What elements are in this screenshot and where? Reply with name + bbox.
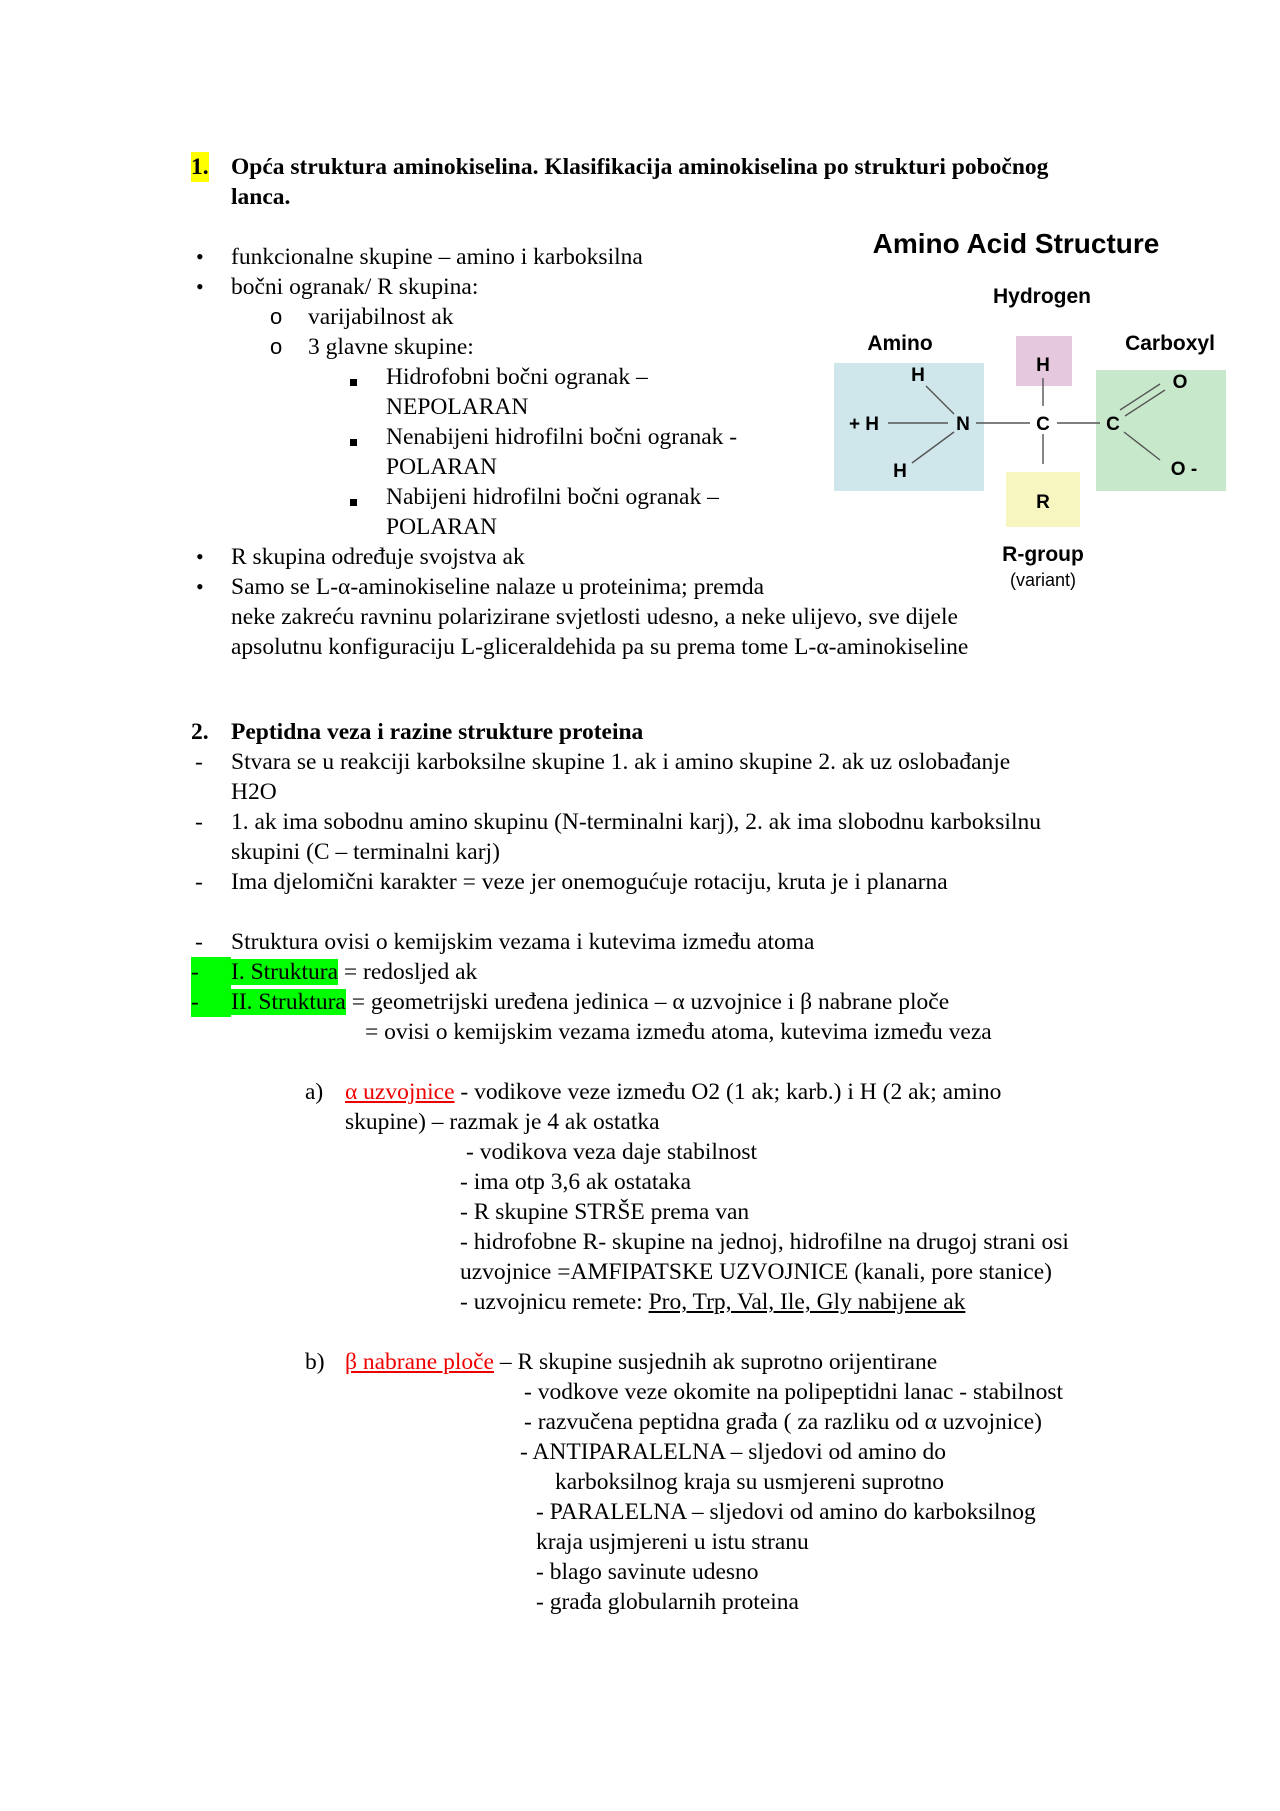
atom-c-carboxyl: C <box>1106 414 1120 435</box>
alpha-label: a) <box>305 1079 324 1105</box>
beta-line-1-text: – R skupine susjednih ak suprotno orijentirane <box>493 1349 938 1375</box>
beta-line-9: - građa globularnih proteina <box>536 1589 799 1615</box>
secondary-structure-line <box>231 987 949 1017</box>
alpha-line-6: - hidrofobne R- skupine na jednoj, hidrofilne na drugoj strani osi <box>460 1229 1069 1255</box>
alpha-line-7: uzvojnice =AMFIPATSKE UZVOJNICE (kanali, pore stanice) <box>460 1259 1052 1285</box>
helix-breakers: Pro, Trp, Val, Ile, Gly nabijene ak <box>648 1289 966 1315</box>
section-1-number: 1. <box>191 154 209 180</box>
atom-h-alpha: H <box>1036 355 1050 376</box>
bullet-l-amino-line-3: apsolutnu konfiguraciju L-gliceraldehida pa su prema tome L-α-aminokiseline <box>231 634 969 660</box>
partial-double-bond-line: Ima djelomični karakter = veze jer onemogućuje rotaciju, kruta je i planarna <box>231 869 948 895</box>
section-2-title: Peptidna veza i razine strukture proteina <box>231 719 644 745</box>
sub-bullet-three-groups: 3 glavne skupine: <box>308 334 474 360</box>
section-2-number: 2. <box>191 719 209 745</box>
group-charged-line-2: POLARAN <box>386 514 497 540</box>
square-bullet-icon <box>350 424 357 454</box>
alpha-helix-term: α uzvojnice <box>345 1079 455 1105</box>
alpha-line-4: - ima otp 3,6 ak ostataka <box>460 1169 692 1195</box>
label-r-group: R-group <box>1002 543 1084 566</box>
atom-plus-h: + H <box>848 414 880 435</box>
figure-title: Amino Acid Structure <box>872 228 1160 259</box>
beta-line-4: - ANTIPARALELNA – sljedovi od amino do <box>520 1439 947 1465</box>
structure-depends-line: Struktura ovisi o kemijskim vezama i kutevima između atoma <box>231 929 815 955</box>
bullet-functional-groups: funkcionalne skupine – amino i karboksilna <box>231 244 643 270</box>
group-hydrophobic-line-2: NEPOLARAN <box>386 394 529 420</box>
primary-structure-line <box>231 957 477 987</box>
atom-c-alpha: C <box>1036 414 1050 435</box>
bullet-icon: • <box>196 574 204 599</box>
dash-marker: - <box>195 749 203 775</box>
label-carboxyl: Carboxyl <box>1125 332 1215 355</box>
terminal-ends-line-1: 1. ak ima sobodnu amino skupinu (N-terminalni karj), 2. ak ima slobodnu karboksilnu <box>231 809 1041 835</box>
atom-h-top: H <box>911 365 925 386</box>
terminal-ends-line-2: skupini (C – terminalni karj) <box>231 839 500 865</box>
group-hydrophobic-line-1: Hidrofobni bočni ogranak – <box>386 364 648 390</box>
amino-acid-structure-figure <box>830 220 1230 600</box>
beta-line-6: - PARALELNA – sljedovi od amino do karboksilnog <box>536 1499 1036 1525</box>
dash-marker: - <box>191 987 231 1017</box>
dash-marker: - <box>195 869 203 895</box>
group-charged-line-1: Nabijeni hidrofilni bočni ogranak – <box>386 484 719 510</box>
group-uncharged-line-1: Nenabijeni hidrofilni bočni ogranak - <box>386 424 738 450</box>
bullet-l-amino-line-1: Samo se L-α-aminokiseline nalaze u proteinima; premda <box>231 574 765 600</box>
alpha-line-1 <box>345 1077 1001 1107</box>
section-1-title-line-2: lanca. <box>231 184 291 210</box>
beta-line-2: - vodkove veze okomite na polipeptidni lanac - stabilnost <box>524 1379 1064 1405</box>
atom-h-bottom: H <box>893 461 907 482</box>
alpha-line-8 <box>460 1287 965 1317</box>
group-uncharged-line-2: POLARAN <box>386 454 497 480</box>
peptide-formation-line-2: H2O <box>231 779 277 805</box>
alpha-line-3: - vodikova veza daje stabilnost <box>466 1139 758 1165</box>
secondary-structure-label: II. Struktura <box>231 989 346 1015</box>
beta-label: b) <box>305 1349 325 1375</box>
bullet-icon: • <box>196 544 204 569</box>
beta-line-7: kraja usjmjereni u istu stranu <box>536 1529 809 1555</box>
circle-bullet-icon: o <box>270 304 283 329</box>
peptide-formation-line-1: Stvara se u reakciji karboksilne skupine 1. ak i amino skupine 2. ak uz oslobađanje <box>231 749 1011 775</box>
atom-o-minus: O - <box>1170 459 1198 480</box>
dash-marker: - <box>195 929 203 955</box>
beta-line-1 <box>345 1347 937 1377</box>
label-hydrogen: Hydrogen <box>992 285 1092 308</box>
section-1-title-line-1: Opća struktura aminokiselina. Klasifikacija aminokiselina po strukturi pobočnog <box>231 154 1049 180</box>
sub-bullet-variability: varijabilnost ak <box>308 304 454 330</box>
beta-line-8: - blago savinute udesno <box>536 1559 759 1585</box>
label-amino: Amino <box>867 332 933 355</box>
dash-marker: - <box>195 809 203 835</box>
circle-bullet-icon: o <box>270 334 283 359</box>
bullet-l-amino-line-2: neke zakreću ravninu polarizirane svjetlosti udesno, a neke ulijevo, sve dijele <box>231 604 958 630</box>
alpha-line-8-text: - uzvojnicu remete: <box>460 1289 649 1315</box>
label-variant: (variant) <box>1009 570 1077 590</box>
bullet-side-chain: bočni ogranak/ R skupina: <box>231 274 479 300</box>
atom-n: N <box>956 414 970 435</box>
atom-o-top: O <box>1172 372 1188 393</box>
primary-structure-text: = redosljed ak <box>338 959 478 985</box>
bullet-r-group-properties: R skupina određuje svojstva ak <box>231 544 525 570</box>
alpha-line-1-text: - vodikove veze između O2 (1 ak; karb.) i H (2 ak; amino <box>454 1079 1002 1105</box>
alpha-line-5: - R skupine STRŠE prema van <box>460 1199 750 1225</box>
atom-r: R <box>1036 492 1050 513</box>
bullet-icon: • <box>196 244 204 269</box>
bullet-icon: • <box>196 274 204 299</box>
dash-marker: - <box>191 957 231 987</box>
beta-line-5: karboksilnog kraja su usmjereni suprotno <box>555 1469 944 1495</box>
primary-structure-label: I. Struktura <box>231 959 339 985</box>
alpha-line-2: skupine) – razmak je 4 ak ostatka <box>345 1109 660 1135</box>
beta-sheet-term: β nabrane ploče <box>345 1349 494 1375</box>
secondary-structure-text: = geometrijski uređena jedinica – α uzvojnice i β nabrane ploče <box>345 989 950 1015</box>
beta-line-3: - razvučena peptidna građa ( za razliku od α uzvojnice) <box>524 1409 1042 1435</box>
secondary-structure-line-2: = ovisi o kemijskim vezama između atoma, kutevima između veza <box>365 1019 992 1045</box>
square-bullet-icon <box>350 484 357 514</box>
square-bullet-icon <box>350 364 357 394</box>
